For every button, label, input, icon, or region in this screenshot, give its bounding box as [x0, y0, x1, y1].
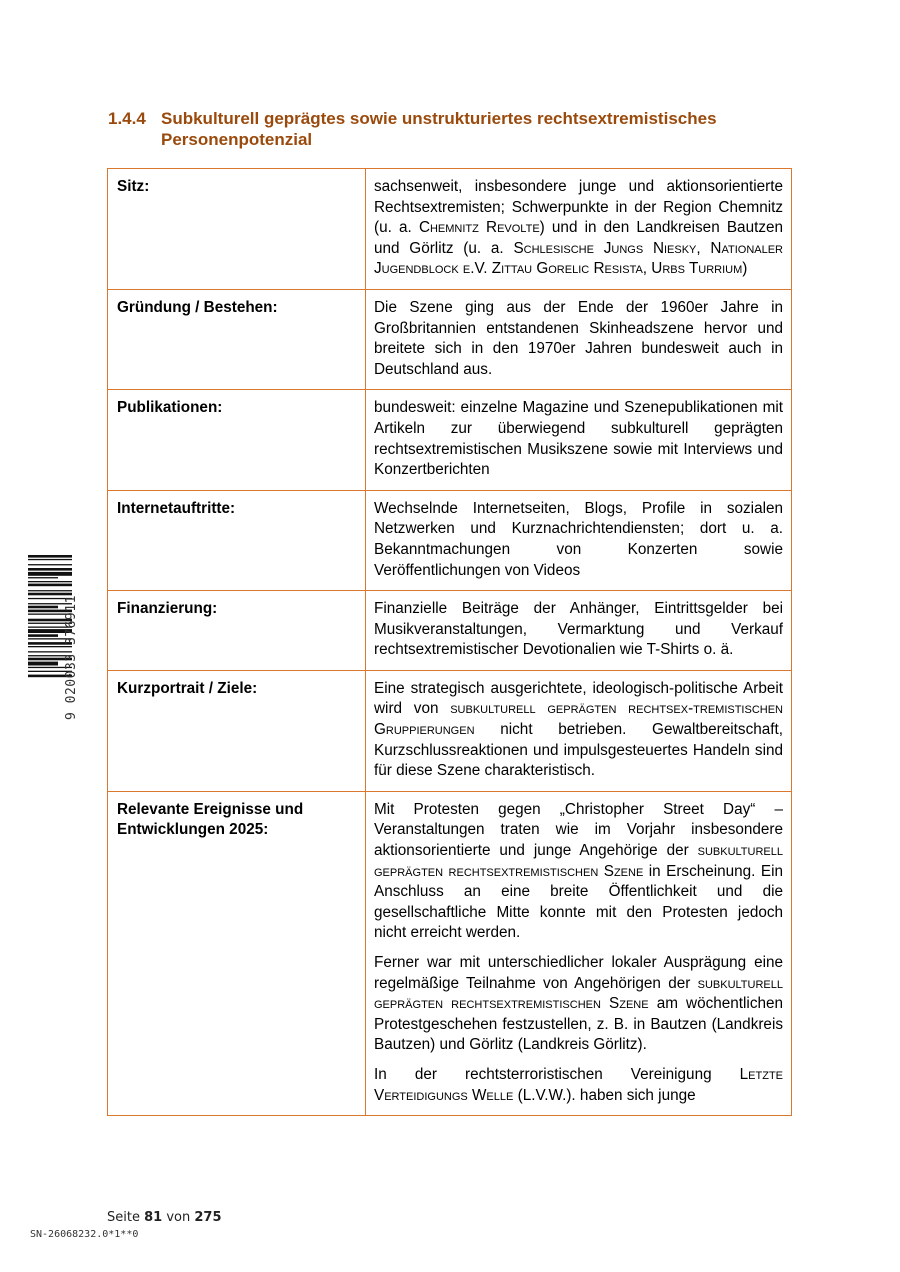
text-segment: in Erscheinung. Ein Anschluss an eine breite Öffentlichkeit und die gesellschaftliche Mitte konnte mit den Protesten jedoch nicht erreicht werden.: [374, 862, 783, 942]
barcode-bar: [28, 564, 72, 565]
row-label: Sitz:: [108, 169, 366, 290]
text-segment: am wöchentlichen Protestgeschehen festzustellen, z. B. in Bautzen (Landkreis Bautzen) und Görlitz (Landkreis Görlitz).: [374, 995, 783, 1054]
table-row: [108, 670, 792, 791]
table-row: [108, 591, 792, 671]
row-label: Relevante Ereignisse und Entwicklungen 2025:: [108, 791, 366, 1115]
barcode-bar: [28, 555, 72, 558]
row-label: Gründung / Bestehen:: [108, 289, 366, 389]
barcode-bar: [28, 559, 72, 560]
row-value: [366, 670, 792, 791]
row-value: [366, 390, 792, 490]
value-paragraph: [374, 177, 783, 280]
organization-name: Chemnitz Revolte: [418, 219, 540, 237]
organization-name: subkulturell geprägten rechtsex-tremistischen Gruppierungen: [374, 700, 783, 739]
row-label: Kurzportrait / Ziele:: [108, 670, 366, 791]
organization-name: Letzte Verteidigungs Welle: [374, 1065, 783, 1104]
page-number: 81: [144, 1210, 163, 1225]
text-segment: sachsenweit, insbesondere junge und aktionsorientierte Rechtsextremisten; Schwerpunkte in der Region Chemnitz (u. a.: [374, 178, 783, 237]
value-paragraph: [374, 1065, 783, 1106]
section-heading: [108, 108, 798, 150]
profile-table-body: [108, 169, 792, 1116]
text-segment: Finanzielle Beiträge der Anhänger, Eintrittsgelder bei Musikveranstaltungen, Vermarktung und Verkauf rechtsextremistischer Devotionalien wie T-Shirts o. ä.: [374, 600, 783, 659]
barcode-bar: [28, 568, 72, 571]
text-segment: ): [742, 260, 748, 278]
table-row: [108, 169, 792, 290]
table-row: [108, 390, 792, 490]
row-value: [366, 490, 792, 590]
text-segment: ) und in den Landkreisen Bautzen und Görlitz (u. a.: [374, 219, 783, 257]
table-row: [108, 289, 792, 389]
value-paragraph: [374, 499, 783, 581]
barcode-bar: [28, 581, 72, 582]
page-total: 275: [194, 1210, 222, 1225]
profile-table: [107, 168, 792, 1116]
barcode-bar: [28, 662, 58, 666]
text-segment: Mit Protesten gegen „Christopher Street Day“ – Veranstaltungen traten wie im Vorjahr insbesondere aktionsorientierte und junge Angehörige der: [374, 800, 783, 860]
barcode-bar: [28, 572, 72, 576]
value-paragraph: [374, 953, 783, 1056]
section-number: 1.4.4: [108, 109, 146, 128]
value-paragraph: [374, 679, 783, 782]
text-segment: bundesweit: einzelne Magazine und Szenepublikationen mit Artikeln zur überwiegend subkulturell geprägten rechtsextremistischen Musikszene sowie mit Interviews und Konzertberichten: [374, 399, 783, 479]
value-paragraph: [374, 800, 783, 944]
value-paragraph: [374, 398, 783, 480]
text-segment: nicht betrieben. Gewaltbereitschaft, Kurzschlussreaktionen und impulsgesteuertes Handeln sind für diese Szene charakteristisch.: [374, 721, 783, 780]
text-segment: Eine strategisch ausgerichtete, ideologisch-politische Arbeit wird von: [374, 679, 783, 718]
value-paragraph: [374, 599, 783, 661]
row-label: Finanzierung:: [108, 591, 366, 671]
page-prefix: Seite: [107, 1210, 140, 1225]
text-segment: Ferner war mit unterschiedlicher lokaler Ausprägung eine regelmäßige Teilnahme von Angehörigen der: [374, 954, 783, 992]
row-label: Publikationen:: [108, 390, 366, 490]
row-value: [366, 289, 792, 389]
text-segment: Die Szene ging aus der Ende der 1960er Jahre in Großbritannien entstandenen Skinheadszene hervor und breitete sich in den 1970er Jahren bundesweit auch in Deutschland aus.: [374, 298, 783, 378]
value-paragraph: [374, 298, 783, 380]
row-value: [366, 791, 792, 1115]
organization-name: subkulturell geprägten rechtsextremistischen Szene: [374, 974, 783, 1013]
text-segment: Wechselnde Internetseiten, Blogs, Profile in sozialen Netzwerken und Kurznachrichtendiensten; dort u. a. Bekanntmachungen von Konzerten sowie Veröffentlichungen von Videos: [374, 499, 783, 579]
page-separator: von: [166, 1210, 191, 1225]
row-value: [366, 591, 792, 671]
organization-name: subkulturell geprägten rechtsextremistischen Szene: [374, 842, 783, 880]
barcode-digits: 9 020033 376911: [64, 595, 79, 720]
document-id: SN-26068232.0*1**0: [30, 1229, 139, 1240]
table-row: [108, 791, 792, 1115]
page-footer: [107, 1210, 222, 1225]
text-segment: In der rechtsterroristischen Vereinigung: [374, 1065, 740, 1083]
text-segment: (L.V.W.). haben sich junge: [513, 1086, 696, 1104]
organization-name: Schlesische Jungs Niesky, Nationaler Jugendblock e.V. Zittau Gorelic Resista, Urbs Turrium: [374, 239, 783, 278]
barcode-bar: [28, 634, 58, 637]
table-row: [108, 490, 792, 590]
barcode-bar: [28, 577, 58, 578]
row-label: Internetauftritte:: [108, 490, 366, 590]
barcode-bar: [28, 590, 72, 591]
row-value: [366, 169, 792, 290]
barcode-bar: [28, 584, 72, 587]
section-title: Subkulturell geprägtes sowie unstrukturiertes rechtsextremistisches Personenpotenzial: [161, 109, 717, 149]
barcode-bar: [28, 606, 58, 609]
